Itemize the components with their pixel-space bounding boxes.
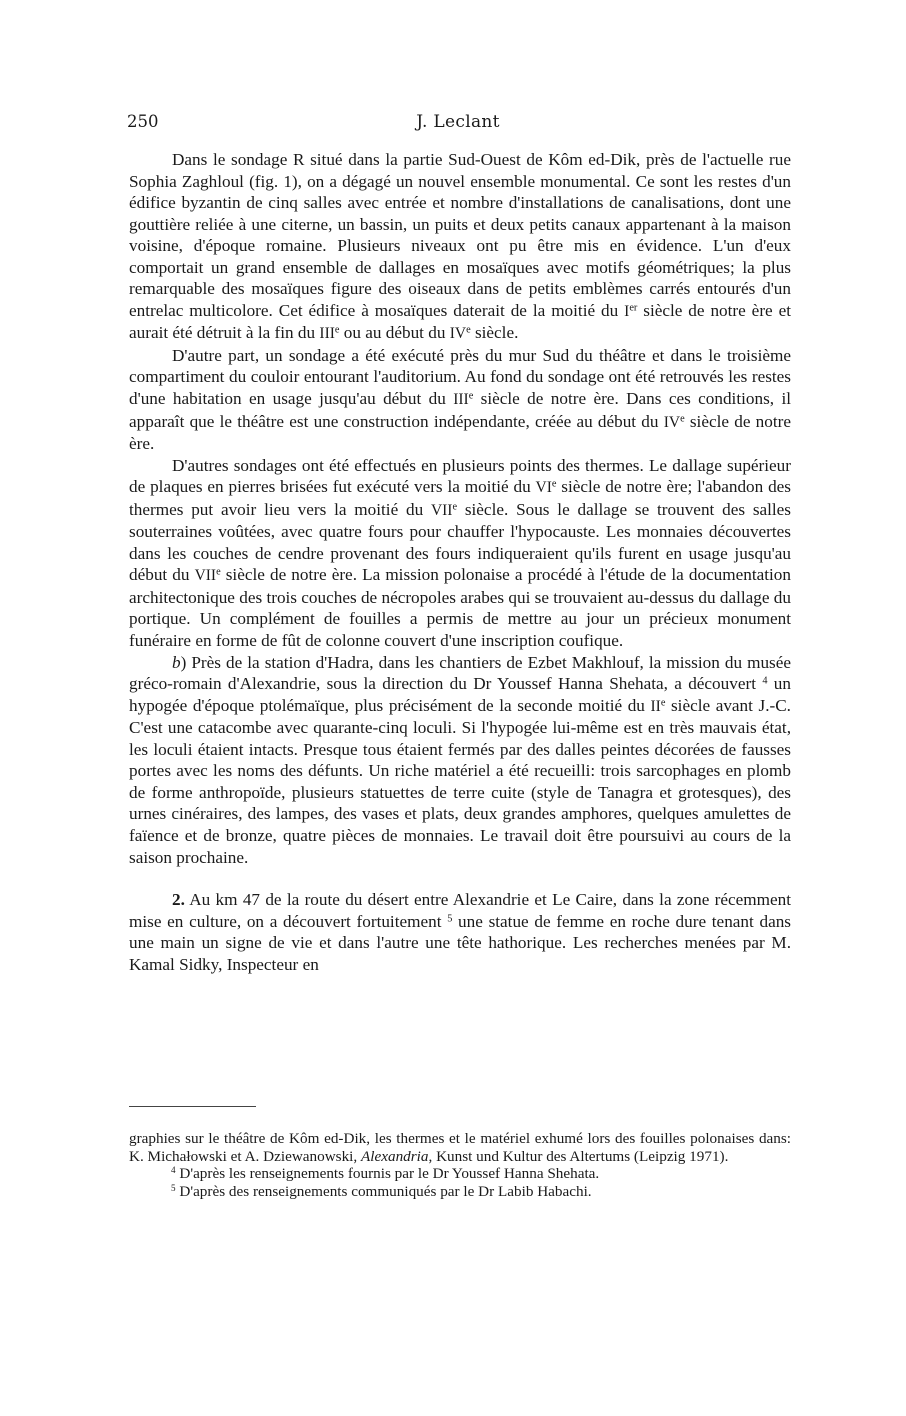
ordinal-suffix: e bbox=[660, 697, 666, 708]
text-run: siècle. bbox=[470, 323, 519, 343]
footnote-number: 4 bbox=[171, 1165, 176, 1176]
page-number: 250 bbox=[127, 112, 159, 131]
roman-numeral: II bbox=[650, 697, 661, 715]
book-title: Alexandria bbox=[361, 1147, 429, 1165]
text-run: D'autres sondages ont été effectués en plusieurs points des thermes. Le dallage supérieur de plaques en pierres brisées fut exécuté vers la moitié du bbox=[129, 455, 791, 497]
roman-numeral: VII bbox=[194, 567, 217, 585]
text-run: un hypogée d'époque ptolémaïque, plus précisément de la seconde moitié du bbox=[129, 674, 791, 715]
text-run: D'autre part, un sondage a été exécuté près du mur Sud du théâtre et dans le troisième compartiment du couloir entourant l'auditorium. Au fond du sondage ont été retrouvés les restes d'une habitation en usage jusqu'au début du bbox=[129, 345, 791, 409]
footnote-text: D'après les renseignements fournis par le Dr Youssef Hanna Shehata. bbox=[175, 1165, 600, 1183]
section-number: 2. bbox=[172, 890, 185, 910]
footnote-number: 5 bbox=[171, 1182, 176, 1193]
text-run: ) Près de la station d'Hadra, dans les chantiers de Ezbet Makhlouf, la mission du musée gréco-romain d'Alexandrie, sous la direction du Dr Youssef Hanna Shehata, a découvert bbox=[129, 652, 791, 694]
text-run: graphies sur le théâtre de Kôm ed-Dik, les thermes et le matériel exhumé lors des fouilles polonaises dans: K. Michałowski et A. Dziewanowski, bbox=[129, 1130, 791, 1165]
page-header bbox=[127, 112, 789, 138]
body-text bbox=[129, 149, 791, 975]
ordinal-suffix: er bbox=[629, 302, 638, 314]
paragraph-hadra bbox=[129, 652, 791, 868]
text-run: siècle avant J.-C. C'est une catacombe avec quarante-cinq loculi. Si l'hypogée lui-même est en très mauvais état, les loculi étaient intacts. Presque tous étaient fermés par des dalles peintes décorées de fausses portes avec les noms des défunts. Un riche matériel a été recueilli: trois sarcophages en plomb de forme anthropoïde, plusieurs statuettes de terre cuite (style de Tanagra et grotesques), des urnes cinéraires, des lampes, des vases et plats, deux grandes amphores, quelques amulettes de faïence et de bronze, quatre pièces de monnaies. Le travail doit être poursuivi au cours de la saison prochaine. bbox=[129, 695, 791, 867]
text-run: Au km 47 de la route du désert entre Alexandrie et Le Caire, dans la zone récemment mise en culture, on a découvert fortuitement bbox=[129, 890, 791, 931]
ordinal-suffix: e bbox=[334, 324, 340, 336]
footnote-separator bbox=[129, 1106, 256, 1107]
text-run: une statue de femme en roche dure tenant dans une main un signe de vie et dans l'autre une tête hathorique. Les recherches menées par M. Kamal Sidky, Inspecteur en bbox=[129, 911, 791, 974]
footnotes bbox=[129, 1130, 791, 1200]
roman-numeral: I bbox=[624, 302, 630, 320]
text-run: Dans le sondage R situé dans la partie Sud-Ouest de Kôm ed-Dik, près de l'actuelle rue Sophia Zaghloul (fig. 1), on a dégagé un nouvel ensemble monumental. Ce sont les restes d'un édifice byzantin de cinq salles avec entrée et nombre d'installations de canalisations, dont une gouttière reliée à une citerne, un bassin, un puits et deux petits canaux appartenant à la maison voisine, d'époque romaine. Plusieurs niveaux ont pu être mis en évidence. L'un d'eux comportait un grand ensemble de dallages en mosaïques avec motifs géométriques; la plus remarquable des mosaïques figure des oiseaux dans de petits emblèmes carrés entourés d'un entrelac multicolore. Cet édifice à mosaïques daterait de la moitié du bbox=[129, 150, 791, 320]
ordinal-suffix: e bbox=[466, 324, 471, 336]
paragraph-section-2 bbox=[129, 889, 791, 975]
roman-numeral: III bbox=[453, 391, 469, 409]
roman-numeral: IV bbox=[449, 325, 467, 343]
roman-numeral: VII bbox=[430, 501, 453, 519]
footnote-continued bbox=[129, 1130, 791, 1165]
ordinal-suffix: e bbox=[468, 390, 474, 402]
paragraph-thermes bbox=[129, 455, 791, 652]
footnote-text: D'après des renseignements communiqués par le Dr Labib Habachi. bbox=[175, 1182, 592, 1200]
text-run: siècle de notre ère. Dans ces conditions, il apparaît que le théâtre est une construction indépendante, créée au début du bbox=[129, 389, 791, 431]
ordinal-suffix: e bbox=[216, 566, 221, 578]
ordinal-suffix: e bbox=[452, 501, 458, 513]
text-run: siècle. Sous le dallage se trouvent des salles souterraines voûtées, avec quatre fours pour chauffer l'hypocauste. Les monnaies découvertes dans les couches de cendre provenant des fours indiqueraient qu'ils furent en usage jusqu'au début du bbox=[129, 499, 791, 585]
footnote-5 bbox=[129, 1183, 791, 1201]
text-run: , Kunst und Kultur des Altertums (Leipzig 1971). bbox=[428, 1147, 729, 1165]
text-run: siècle de notre ère et aurait été détruit à la fin du bbox=[129, 300, 791, 343]
text-run: siècle de notre ère. bbox=[129, 411, 791, 454]
footnote-ref: 5 bbox=[447, 912, 453, 924]
ordinal-suffix: e bbox=[551, 478, 557, 490]
paragraph-sondage-r bbox=[129, 149, 791, 345]
roman-numeral: IV bbox=[663, 413, 681, 431]
paragraph-theatre bbox=[129, 345, 791, 455]
footnote-ref: 4 bbox=[762, 675, 768, 687]
text-run: ou au début du bbox=[339, 323, 450, 343]
item-letter: b bbox=[172, 652, 181, 672]
footnote-4 bbox=[129, 1165, 791, 1183]
text-run: siècle de notre ère; l'abandon des thermes put avoir lieu vers la moitié du bbox=[129, 477, 791, 519]
roman-numeral: VI bbox=[535, 479, 552, 497]
text-run: siècle de notre ère. La mission polonaise a procédé à l'étude de la documentation architectonique des trois couches de nécropoles arabes qui se trouvaient au-dessus du dallage du portique. Un complément de fouilles a permis de mettre au jour un précieux monument funéraire en forme de fût de colonne couvert d'une inscription coufique. bbox=[129, 565, 791, 651]
running-head: J. Leclant bbox=[416, 112, 500, 132]
roman-numeral: III bbox=[319, 325, 335, 343]
ordinal-suffix: e bbox=[680, 412, 685, 424]
